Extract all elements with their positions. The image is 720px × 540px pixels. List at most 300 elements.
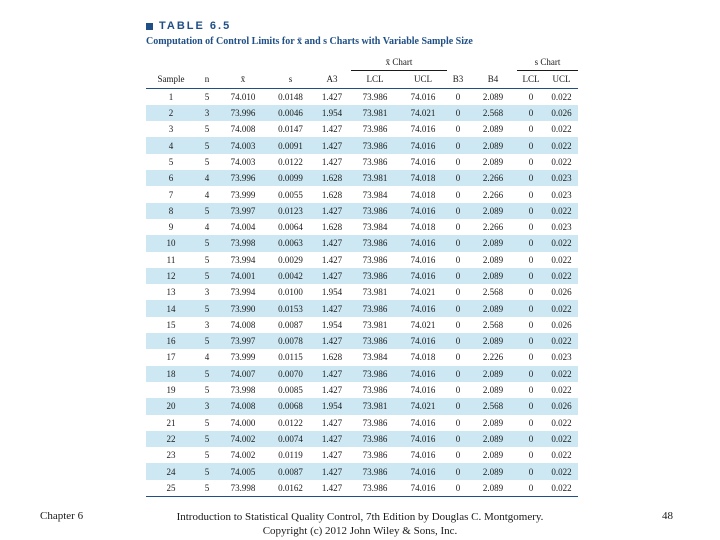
table-cell: 74.007 <box>218 366 268 382</box>
table-cell: 73.986 <box>351 463 399 479</box>
table-cell: 74.016 <box>399 137 447 153</box>
table-cell: 0.022 <box>545 268 578 284</box>
table-row <box>146 235 578 251</box>
table-cell: 1 <box>168 91 174 102</box>
table-cell: 0.0070 <box>268 366 313 382</box>
table-cell: 17 <box>166 352 176 363</box>
footer-chapter: Chapter 6 <box>40 510 84 522</box>
table-cell: 2 <box>146 105 196 121</box>
control-limits-table <box>146 54 578 497</box>
table-cell: 0.0091 <box>268 137 313 153</box>
table-cell: 2.568 <box>469 105 517 121</box>
table-cell: 74.016 <box>399 235 447 251</box>
table-cell: 1.427 <box>313 333 351 349</box>
table-cell: 74.021 <box>399 398 447 414</box>
table-cell: 73.999 <box>230 189 256 200</box>
table-cell: 0.0122 <box>278 417 303 428</box>
table-cell: 74.016 <box>399 463 447 479</box>
table-cell: 2.089 <box>469 203 517 219</box>
table-cell: 73.986 <box>351 268 399 284</box>
table-cell: 14 <box>146 300 196 316</box>
table-cell: 0.0046 <box>268 105 313 121</box>
table-cell: 0 <box>528 189 534 200</box>
table-cell: 2.089 <box>469 480 517 497</box>
table-cell: 2.089 <box>469 137 517 153</box>
table-cell: 74.016 <box>410 91 436 102</box>
table-cell: 0.0074 <box>268 431 313 447</box>
table-cell: 0.0063 <box>268 235 313 251</box>
table-cell: 0 <box>528 254 534 265</box>
table-cell: 74.018 <box>410 352 436 363</box>
group-header-xbar: x̄ Chart <box>351 54 447 71</box>
table-cell: 0.022 <box>545 431 578 447</box>
table-cell: 4 <box>204 189 210 200</box>
table-cell: 0.022 <box>551 385 572 396</box>
table-cell: 0 <box>528 91 534 102</box>
table-cell: 5 <box>204 417 210 428</box>
table-cell: 5 <box>204 124 210 135</box>
footer-page-number: 48 <box>662 510 673 522</box>
table-cell: 73.986 <box>351 480 399 497</box>
table-cell: 19 <box>166 385 176 396</box>
table-cell: 0 <box>455 287 461 298</box>
table-cell: 73.986 <box>351 366 399 382</box>
footer-citation <box>150 510 570 538</box>
table-cell: 0 <box>447 235 469 251</box>
table-cell: 74.016 <box>399 203 447 219</box>
table-cell: 73.981 <box>351 105 399 121</box>
table-cell: 73.996 <box>218 170 268 186</box>
table-cell: 0 <box>455 450 461 461</box>
table-cell: 5 <box>204 385 210 396</box>
table-cell: 1.427 <box>321 156 343 167</box>
table-cell: 0.022 <box>551 254 572 265</box>
table-cell: 73.986 <box>362 156 388 167</box>
table-cell: 22 <box>146 431 196 447</box>
table-cell: 73.986 <box>351 300 399 316</box>
table-row <box>146 480 578 497</box>
table-cell: 0.022 <box>545 333 578 349</box>
column-header: B4 <box>469 71 517 88</box>
table-cell: 3 <box>196 398 218 414</box>
table-cell: 0.0085 <box>278 385 303 396</box>
table-cell: 23 <box>166 450 176 461</box>
group-header-s: s Chart <box>517 54 578 71</box>
table-cell: 1.427 <box>321 385 343 396</box>
table-cell: 73.984 <box>362 222 388 233</box>
table-cell: 5 <box>196 235 218 251</box>
table-row <box>146 300 578 316</box>
table-cell: 24 <box>146 463 196 479</box>
column-header: x̄ <box>218 71 268 88</box>
table-cell: 74.002 <box>218 431 268 447</box>
table-cell: 0 <box>447 170 469 186</box>
column-header: n <box>196 71 218 88</box>
table-cell: 0 <box>447 105 469 121</box>
table-cell: 0 <box>455 124 461 135</box>
table-cell: 0.0162 <box>268 480 313 497</box>
table-cell: 73.981 <box>351 170 399 186</box>
table-cell: 0 <box>517 235 545 251</box>
table-cell: 74.016 <box>399 366 447 382</box>
table-cell: 0 <box>517 480 545 497</box>
table-cell: 0.0029 <box>278 254 303 265</box>
table-cell: 74.002 <box>230 450 256 461</box>
table-row <box>146 415 578 431</box>
table-cell: 3 <box>204 287 210 298</box>
table-row <box>146 349 578 365</box>
table-cell: 18 <box>146 366 196 382</box>
table-cell: 5 <box>196 480 218 497</box>
table-cell: 73.990 <box>218 300 268 316</box>
table-cell: 2.089 <box>469 235 517 251</box>
table-cell: 74.004 <box>230 222 256 233</box>
table-cell: 73.986 <box>362 254 388 265</box>
table-cell: 0.022 <box>545 463 578 479</box>
table-cell: 5 <box>204 156 210 167</box>
table-cell: 74.016 <box>399 431 447 447</box>
table-cell: 0 <box>447 137 469 153</box>
table-cell: 0.0115 <box>278 352 303 363</box>
table-cell: 74.021 <box>399 105 447 121</box>
table-row <box>146 333 578 349</box>
table-cell: 2.568 <box>482 287 504 298</box>
table-cell: 0 <box>528 352 534 363</box>
citation-line-2: Copyright (c) 2012 John Wiley & Sons, Inc. <box>262 525 458 537</box>
table-row <box>146 170 578 186</box>
table-cell: 2.089 <box>469 268 517 284</box>
table-cell: 15 <box>166 319 176 330</box>
table-row <box>146 463 578 479</box>
table-cell: 0.022 <box>545 137 578 153</box>
table-cell: 1.427 <box>313 480 351 497</box>
table-cell: 5 <box>196 463 218 479</box>
table-cell: 0.0100 <box>278 287 303 298</box>
table-cell: 74.021 <box>410 319 436 330</box>
table-cell: 73.986 <box>351 203 399 219</box>
table-cell: 1.954 <box>321 287 343 298</box>
table-cell: 74.016 <box>399 480 447 497</box>
table-cell: 5 <box>196 333 218 349</box>
table-cell: 1.427 <box>313 203 351 219</box>
table-cell: 0 <box>528 417 534 428</box>
table-cell: 1.427 <box>313 235 351 251</box>
table-cell: 0 <box>528 450 534 461</box>
table-cell: 5 <box>204 450 210 461</box>
table-label <box>146 20 231 32</box>
table-cell: 5 <box>204 254 210 265</box>
table-cell: 0 <box>528 319 534 330</box>
table-cell: 16 <box>146 333 196 349</box>
table-cell: 0.022 <box>551 450 572 461</box>
table-cell: 1.427 <box>321 254 343 265</box>
table-cell: 20 <box>146 398 196 414</box>
table-cell: 74.003 <box>230 156 256 167</box>
table-cell: 3 <box>204 319 210 330</box>
table-cell: 73.986 <box>362 385 388 396</box>
table-cell: 73.986 <box>362 91 388 102</box>
table-cell: 1.427 <box>321 91 343 102</box>
table-cell: 0 <box>447 431 469 447</box>
table-row <box>146 137 578 153</box>
table-cell: 2.089 <box>482 417 504 428</box>
table-cell: 74.005 <box>218 463 268 479</box>
table-cell: 73.994 <box>230 254 256 265</box>
table-cell: 74.008 <box>218 398 268 414</box>
column-header: s <box>268 71 313 88</box>
table-cell: 0.022 <box>551 91 572 102</box>
table-cell: 6 <box>146 170 196 186</box>
column-header: A3 <box>313 71 351 88</box>
table-cell: 0 <box>517 463 545 479</box>
table-cell: 0.023 <box>551 222 572 233</box>
table-cell: 4 <box>146 137 196 153</box>
group-header-row <box>146 54 578 71</box>
table-cell: 0 <box>455 417 461 428</box>
table-cell: 2.089 <box>482 450 504 461</box>
table-cell: 0 <box>528 385 534 396</box>
table-cell: 74.016 <box>410 124 436 135</box>
table-cell: 73.981 <box>362 319 388 330</box>
table-cell: 73.986 <box>351 333 399 349</box>
table-label-text: TABLE 6.5 <box>159 20 232 32</box>
table-cell: 0.026 <box>545 105 578 121</box>
table-cell: 9 <box>168 222 174 233</box>
table-cell: 0.023 <box>551 189 572 200</box>
table-cell: 0 <box>528 124 534 135</box>
table-cell: 0.0153 <box>268 300 313 316</box>
table-cell: 1.628 <box>321 352 343 363</box>
table-cell: 2.089 <box>469 300 517 316</box>
table-cell: 0 <box>447 203 469 219</box>
table-cell: 0 <box>455 91 461 102</box>
title-square-icon <box>146 23 153 30</box>
table-cell: 4 <box>196 170 218 186</box>
table-cell: 0 <box>447 300 469 316</box>
table-cell: 5 <box>196 366 218 382</box>
table-cell: 12 <box>146 268 196 284</box>
table-cell: 2.089 <box>469 333 517 349</box>
table-cell: 73.994 <box>230 287 256 298</box>
table-cell: 11 <box>166 254 176 265</box>
group-spacer <box>447 54 517 71</box>
table-cell: 1.427 <box>321 450 343 461</box>
table-cell: 0.0055 <box>278 189 303 200</box>
table-cell: 0 <box>455 156 461 167</box>
table-cell: 0 <box>455 385 461 396</box>
table-cell: 5 <box>204 91 210 102</box>
table-cell: 2.089 <box>482 254 504 265</box>
table-cell: 1.427 <box>321 417 343 428</box>
table-cell: 74.021 <box>410 287 436 298</box>
table-cell: 74.003 <box>218 137 268 153</box>
table-cell: 2.266 <box>482 189 504 200</box>
table-cell: 2.226 <box>482 352 504 363</box>
table-row <box>146 398 578 414</box>
table-cell: 2.266 <box>482 222 504 233</box>
table-cell: 73.981 <box>362 287 388 298</box>
table-cell: 74.018 <box>410 222 436 233</box>
table-cell: 0 <box>447 268 469 284</box>
table-cell: 74.001 <box>218 268 268 284</box>
table-cell: 73.999 <box>230 352 256 363</box>
table-cell: 5 <box>196 431 218 447</box>
table-cell: 1.427 <box>313 431 351 447</box>
table-cell: 4 <box>204 222 210 233</box>
table-cell: 74.010 <box>230 91 256 102</box>
table-cell: 0 <box>517 431 545 447</box>
table-cell: 0.0087 <box>268 463 313 479</box>
table-cell: 73.986 <box>362 450 388 461</box>
table-cell: 10 <box>146 235 196 251</box>
table-row <box>146 88 578 105</box>
table-cell: 74.016 <box>410 254 436 265</box>
table-cell: 74.018 <box>399 170 447 186</box>
table-cell: 1.427 <box>313 137 351 153</box>
table-cell: 1.427 <box>313 268 351 284</box>
table-cell: 0 <box>455 189 461 200</box>
table-cell: 7 <box>168 189 174 200</box>
table-cell: 74.008 <box>230 124 256 135</box>
table-cell: 73.984 <box>362 189 388 200</box>
table-cell: 73.996 <box>218 105 268 121</box>
column-header-row <box>146 71 578 88</box>
table-cell: 2.089 <box>469 366 517 382</box>
column-header: LCL <box>351 71 399 88</box>
table-cell: 25 <box>146 480 196 497</box>
table-cell: 74.016 <box>410 450 436 461</box>
table-row <box>146 186 578 202</box>
table-cell: 0.0148 <box>278 91 303 102</box>
table-cell: 0.0087 <box>278 319 303 330</box>
table-cell: 73.984 <box>362 352 388 363</box>
table-cell: 73.997 <box>218 333 268 349</box>
table-cell: 73.986 <box>362 417 388 428</box>
table-cell: 0 <box>447 333 469 349</box>
table-row <box>146 366 578 382</box>
table-row <box>146 121 578 137</box>
table-cell: 74.018 <box>410 189 436 200</box>
table-cell: 0 <box>517 105 545 121</box>
table-cell: 73.998 <box>218 235 268 251</box>
table-cell: 0.022 <box>551 124 572 135</box>
table-cell: 0 <box>517 203 545 219</box>
table-cell: 3 <box>196 105 218 121</box>
table-cell: 3 <box>168 124 174 135</box>
table-cell: 1.954 <box>313 105 351 121</box>
table-cell: 1.427 <box>313 366 351 382</box>
table-cell: 8 <box>146 203 196 219</box>
table-body <box>146 88 578 496</box>
table-cell: 1.954 <box>313 398 351 414</box>
table-cell: 0.026 <box>551 287 572 298</box>
column-header: Sample <box>146 71 196 88</box>
table-cell: 73.998 <box>230 385 256 396</box>
table-cell: 0.0147 <box>278 124 303 135</box>
column-header: B3 <box>447 71 469 88</box>
table-cell: 74.016 <box>410 417 436 428</box>
table-cell: 0.0064 <box>278 222 303 233</box>
table-cell: 73.981 <box>351 398 399 414</box>
table-cell: 0 <box>455 319 461 330</box>
table-cell: 2.266 <box>469 170 517 186</box>
table-cell: 2.089 <box>482 91 504 102</box>
table-cell: 2.089 <box>482 385 504 396</box>
table-cell: 13 <box>166 287 176 298</box>
table-cell: 5 <box>196 137 218 153</box>
table-cell: 1.954 <box>321 319 343 330</box>
citation-line-1: Introduction to Statistical Quality Control, 7th Edition by Douglas C. Montgomery. <box>176 511 544 523</box>
table-cell: 4 <box>204 352 210 363</box>
table-cell: 0.022 <box>551 417 572 428</box>
table-cell: 0.022 <box>551 156 572 167</box>
table-cell: 0 <box>447 480 469 497</box>
table-cell: 0 <box>517 170 545 186</box>
table-row <box>146 317 578 333</box>
table-cell: 5 <box>168 156 174 167</box>
table-row <box>146 431 578 447</box>
table-cell: 74.000 <box>230 417 256 428</box>
table-row <box>146 105 578 121</box>
table-cell: 0.022 <box>545 203 578 219</box>
table-cell: 0.023 <box>545 170 578 186</box>
table-row <box>146 154 578 170</box>
table-cell: 0.0042 <box>268 268 313 284</box>
table-cell: 0 <box>517 333 545 349</box>
table-cell: 0.026 <box>551 319 572 330</box>
table-cell: 0 <box>517 398 545 414</box>
table-cell: 0.022 <box>545 480 578 497</box>
table-cell: 0 <box>528 156 534 167</box>
table-cell: 0 <box>447 398 469 414</box>
table-cell: 0 <box>455 254 461 265</box>
table-cell: 0.0099 <box>268 170 313 186</box>
table-cell: 73.986 <box>362 124 388 135</box>
table-cell: 1.427 <box>321 124 343 135</box>
table-cell: 2.568 <box>482 319 504 330</box>
table-row <box>146 268 578 284</box>
table-cell: 5 <box>196 203 218 219</box>
table-cell: 73.986 <box>351 431 399 447</box>
table-cell: 0 <box>517 300 545 316</box>
table-cell: 73.998 <box>218 480 268 497</box>
table-cell: 0.0123 <box>268 203 313 219</box>
table-cell: 74.016 <box>399 333 447 349</box>
table-cell: 74.016 <box>410 156 436 167</box>
table-cell: 1.628 <box>313 170 351 186</box>
table-cell: 0.0068 <box>268 398 313 414</box>
table-cell: 74.016 <box>399 268 447 284</box>
table-cell: 73.986 <box>351 235 399 251</box>
table-cell: 0.022 <box>545 366 578 382</box>
table-cell: 5 <box>196 300 218 316</box>
table-cell: 0 <box>517 268 545 284</box>
table-cell: 0.0119 <box>278 450 303 461</box>
column-header: UCL <box>545 71 578 88</box>
table-cell: 74.016 <box>410 385 436 396</box>
table-cell: 1.628 <box>321 222 343 233</box>
table-cell: 0 <box>447 366 469 382</box>
table-cell: 2.568 <box>469 398 517 414</box>
table-cell: 0 <box>447 463 469 479</box>
table-row <box>146 447 578 463</box>
column-header: LCL <box>517 71 545 88</box>
table-cell: 0 <box>528 222 534 233</box>
table-row <box>146 284 578 300</box>
group-spacer <box>146 54 351 71</box>
table-cell: 0 <box>455 352 461 363</box>
table-cell: 21 <box>166 417 176 428</box>
